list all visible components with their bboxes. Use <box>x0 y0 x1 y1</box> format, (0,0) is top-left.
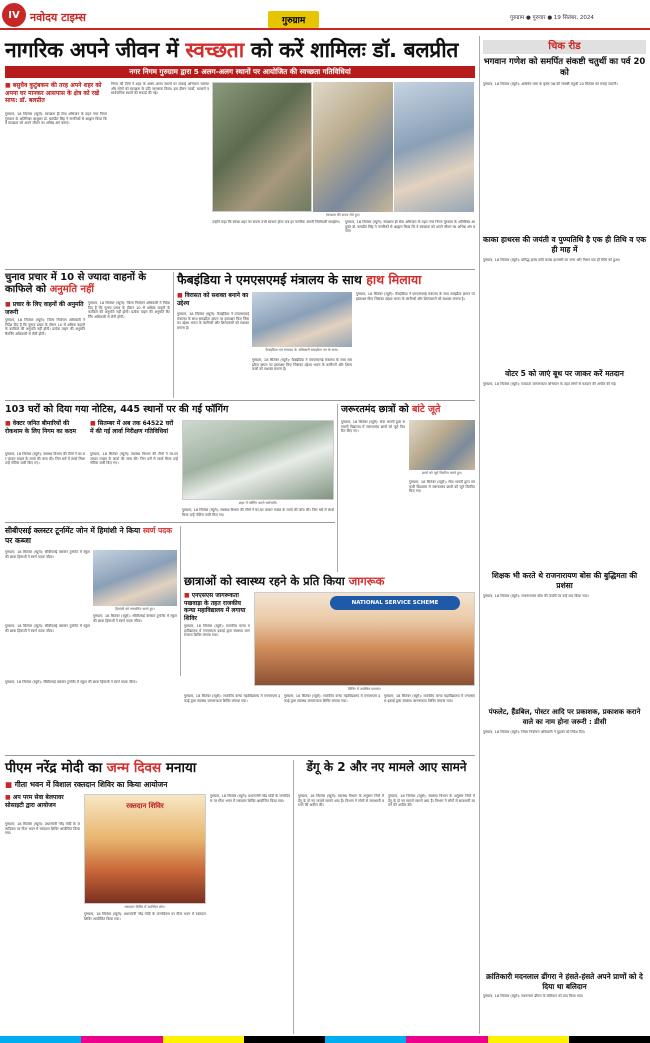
fogging-headline: 103 घरों को दिया गया नोटिस, 445 स्थानों पर की गई फॉगिंग <box>5 404 229 415</box>
divider <box>337 404 338 572</box>
quick-read-headline-5: पंफलेट, हैंडबिल, पोस्टर आदि पर प्रकाशक, प्रकाशक कराने वाले का नाम होना जरूरी : डीसी <box>488 708 641 726</box>
gold-body-4: गुरुग्राम, 18 सितंबर (ब्यूरो): सीबीएसई क्लस्टर टूर्नामेंट में स्कूल की छात्रा हिमांशी ने स्वर्ण पदक जीता। <box>5 680 137 684</box>
modi-body-3: गुरुग्राम, 18 सितंबर (ब्यूरो): प्रधानमंत्री नरेंद्र मोदी के जन्मदिवस पर गीता भवन में रक्तदान शिविर आयोजित किया गया। <box>210 794 290 803</box>
divider <box>5 400 475 401</box>
lead-body-col2: निगम की टीमों ने शहर के अलग-अलग स्थानों पर सफाई अभियान चलाया और लोगों को स्वच्छता के प्रति जागरूक किया। इस दौरान पार्कों, बाजारों व सार्वजनिक स्थलों की सफाई की गई। <box>111 82 209 96</box>
print-color-bar <box>0 1036 650 1043</box>
lead-photo-3 <box>394 82 474 212</box>
shoes-photo <box>409 420 475 470</box>
gold-body-1: गुरुग्राम, 18 सितंबर (ब्यूरो): सीबीएसई क्लस्टर टूर्नामेंट में स्कूल की छात्रा हिमांशी ने स्वर्ण पदक जीता। <box>5 550 90 559</box>
divider <box>293 760 294 1034</box>
fogging-caption: शहर में फॉगिंग करते कर्मचारी। <box>238 501 278 505</box>
quick-read-body-5: गुरुग्राम, 18 सितंबर (ब्यूरो): जिला निर्वाचन अधिकारी ने मुद्रकों को निर्देश दिए। <box>483 730 586 734</box>
mou-caption: फैबइंडिया एवं मंत्रालय के अधिकारी समझौता पत्र के साथ। <box>265 348 339 352</box>
lead-body-col4: गुरुग्राम, 18 सितंबर (ब्यूरो): स्वच्छता ही सेवा अभियान के तहत नगर निगम गुरुग्राम के अतिरिक्त आयुक्त डॉ. बलप्रीत सिंह ने नागरिकों से आह्वान किया कि वे स्वच्छता को अपने जीवन का अभिन्न अंग बनाएं। <box>345 220 475 234</box>
health-body-3: गुरुग्राम, 18 सितंबर (ब्यूरो): राजकीय कन्या महाविद्यालय में एनएसएस इकाई द्वारा स्वास्थ्य जागरूकता शिविर लगाया गया। <box>284 694 380 703</box>
vehicles-headline: चुनाव प्रचार में 10 से ज्यादा वाहनों के काफिले को अनुमति नहीं <box>5 272 147 295</box>
quick-read-headline-4: शिक्षक भी करते थे राजनारायण बोस की बुद्धिमता की प्रशंसा <box>491 571 638 590</box>
section-title: गुरुग्राम <box>268 11 319 28</box>
gold-headline: सीबीएसई क्लस्टर टूर्नामेंट जोन में हिमांशी ने किया स्वर्ण पदक पर कब्जा <box>5 526 172 545</box>
vehicles-subhead: ■ प्रचार के लिए वाहनों की अनुमति जरूरी <box>5 301 85 316</box>
masthead-divider <box>0 28 650 30</box>
quick-read-body-6: गुरुग्राम, 18 सितंबर (ब्यूरो): मदनलाल ढींगरा के बलिदान को याद किया गया। <box>483 994 584 998</box>
dengue-headline: डेंगू के 2 और नए मामले आए सामने <box>306 760 467 774</box>
vehicles-body-2: गुरुग्राम, 18 सितंबर (ब्यूरो): जिला निर्वाचन अधिकारी ने निर्देश दिए हैं कि चुनाव प्रचार के दौरान 10 से अधिक वाहनों के काफिले की अनुमति नहीं होगी। प्रत्येक वाहन की अनुमति रिटर्निंग अधिकारी से लेनी होगी। <box>88 301 170 319</box>
quick-read-headline-6: क्रांतिकारी मदनलाल ढींगरा ने हंसते-हंसते अपने प्राणों को दे दिया था बलिदान <box>486 972 643 991</box>
quick-read-headline-1: भगवान गणेश को समर्पित संकष्टी चतुर्थी का पर्व 20 को <box>483 57 646 78</box>
quick-read-title: चिक रीड <box>483 40 646 54</box>
health-subhead: ■ एनएसएस जागरूकता पखवाड़ा के तहत राजकीय कन्या महाविद्यालय में लगाया शिविर <box>184 592 250 622</box>
lead-body-col3: उन्होंने कहा कि स्वच्छ शहर का सपना तभी साकार होगा जब हर नागरिक अपनी जिम्मेदारी समझेगा। <box>212 220 340 224</box>
gold-body-3: गुरुग्राम, 18 सितंबर (ब्यूरो): सीबीएसई क्लस्टर टूर्नामेंट में स्कूल की छात्रा हिमांशी ने स्वर्ण पदक जीता। <box>5 624 90 633</box>
page-number: IV <box>2 3 26 27</box>
modi-headline: पीएम नरेंद्र मोदी का जन्म दिवस मनाया <box>5 760 197 776</box>
modi-banner: रक्तदान शिविर <box>126 802 164 810</box>
divider <box>5 269 475 270</box>
divider <box>5 522 335 523</box>
modi-body-2: गुरुग्राम, 18 सितंबर (ब्यूरो): प्रधानमंत्री नरेंद्र मोदी के जन्मदिवस पर गीता भवन में रक्तदान शिविर आयोजित किया गया। <box>84 912 206 921</box>
mou-body-2: गुरुग्राम, 18 सितंबर (ब्यूरो): फैबइंडिया ने एमएसएमई मंत्रालय के साथ समझौता ज्ञापन पर हस्ताक्षर किए जिसका उद्देश्य भारत के कारीगरों और शिल्पकारों को सशक्त बनाना है। <box>252 358 352 372</box>
lead-side-heading: ■ बसुधैव कुटुंबकम की तरह अपने शहर को अपना घर मानकर आसपास के क्षेत्र को रखें साफ: डाॅ. बलप्रीत <box>5 82 107 105</box>
shoes-caption: छात्रों को जूते वितरित करते हुए। <box>421 471 463 475</box>
mou-headline: फैबइंडिया ने एमएसएमई मंत्रालय के साथ हाथ मिलाया <box>177 272 422 287</box>
lead-subheadline: नगर निगम गुरुग्राम द्वारा 5 अलग-अलग स्थानों पर आयोजित की स्वच्छता गतिविधियां <box>5 66 475 78</box>
lead-photo-caption: स्वच्छता की शपथ लेते हुए। <box>325 213 361 217</box>
divider <box>180 526 181 676</box>
lead-headline: नागरिक अपने जीवन में स्वच्छता को करें शामिलः डॉ. बलप्रीत <box>5 38 459 62</box>
divider <box>173 272 174 398</box>
vehicles-body-1: गुरुग्राम, 18 सितंबर (ब्यूरो): जिला निर्वाचन अधिकारी ने निर्देश दिए हैं कि चुनाव प्रचार के दौरान 10 से अधिक वाहनों के काफिले की अनुमति नहीं होगी। प्रत्येक वाहन की अनुमति रिटर्निंग अधिकारी से लेनी होगी। <box>5 318 85 336</box>
health-caption: शिविर में उपस्थित छात्राएं। <box>348 687 381 691</box>
quick-read-headline-2: काका हाथरस की जयंती व पुण्यतिथि है एक ही तिथि व एक ही माह में <box>483 235 646 254</box>
health-body-1: गुरुग्राम, 18 सितंबर (ब्यूरो): राजकीय कन्या महाविद्यालय में एनएसएस इकाई द्वारा स्वास्थ्य जागरूकता शिविर लगाया गया। <box>184 624 250 638</box>
modi-side-heading: ■ अप परम सेवा बेलपावर सोसाइटी द्वारा आयोजन <box>5 794 80 809</box>
health-body-2: गुरुग्राम, 18 सितंबर (ब्यूरो): राजकीय कन्या महाविद्यालय में एनएसएस इकाई द्वारा स्वास्थ्य जागरूकता शिविर लगाया गया। <box>184 694 280 703</box>
gold-photo <box>93 550 177 606</box>
mou-subhead: ■ विरासत को सशक्त बनाने का उद्देश्य <box>177 292 249 307</box>
shoes-body-2: गुरुग्राम, 18 सितंबर (ब्यूरो): सेवा भारती द्वारा सरकारी विद्यालय में जरूरतमंद छात्रों को जूते वितरित किए गए। <box>409 480 475 494</box>
modi-subhead: ■ गीता भवन में विशाल रक्तदान शिविर का किया आयोजन <box>5 780 290 789</box>
quick-read-body-3: गुरुग्राम, 18 सितंबर (ब्यूरो): मतदाता जागरूकता अभियान के तहत लोगों से मतदान की अपील की गई। <box>483 382 617 386</box>
mou-body-1: गुरुग्राम, 18 सितंबर (ब्यूरो): फैबइंडिया ने एमएसएमई मंत्रालय के साथ समझौता ज्ञापन पर हस्ताक्षर किए जिसका उद्देश्य भारत के कारीगरों और शिल्पकारों को सशक्त बनाना है। <box>177 312 249 330</box>
fogging-subhead-2: ■ सितम्बर में अब तक 64522 घरों में की गई लार्वा निरीक्षण गतिविधियां <box>90 420 178 435</box>
fogging-body-1: गुरुग्राम, 18 सितंबर (ब्यूरो): स्वास्थ्य विभाग की टीमों ने घर-घर जाकर मच्छर के लार्वा की जांच की। जिन घरों में लार्वा मिला उन्हें नोटिस जारी किए गए। <box>5 452 85 466</box>
lead-photo-1 <box>212 82 312 212</box>
modi-body-1: गुरुग्राम, 18 सितंबर (ब्यूरो): प्रधानमंत्री नरेंद्र मोदी के जन्मदिवस पर गीता भवन में रक्तदान शिविर आयोजित किया गया। <box>5 822 80 836</box>
quick-read-body-2: गुरुग्राम, 18 सितंबर (ब्यूरो): प्रसिद्ध हास्य कवि काका हाथरसी का जन्म और निधन एक ही तिथि को हुआ। <box>483 258 621 262</box>
health-body-4: गुरुग्राम, 18 सितंबर (ब्यूरो): राजकीय कन्या महाविद्यालय में एनएसएस इकाई द्वारा स्वास्थ्य जागरूकता शिविर लगाया गया। <box>384 694 475 703</box>
fogging-photo <box>182 420 334 500</box>
divider <box>5 755 475 756</box>
quick-read-body-1: गुरुग्राम, 18 सितंबर (ब्यूरो): आश्विन मास के कृष्ण पक्ष की संकष्टी चतुर्थी 20 सितंबर को मनाई जाएगी। <box>483 82 618 86</box>
fogging-body-2: गुरुग्राम, 18 सितंबर (ब्यूरो): स्वास्थ्य विभाग की टीमों ने घर-घर जाकर मच्छर के लार्वा की जांच की। जिन घरों में लार्वा मिला उन्हें नोटिस जारी किए गए। <box>90 452 178 466</box>
shoes-headline: जरूरतमंद छात्रों को बांटे जूते <box>341 404 441 415</box>
lead-body-col1: गुरुग्राम, 18 सितंबर (ब्यूरो): स्वच्छता ही सेवा अभियान के तहत नगर निगम गुरुग्राम के अतिरिक्त आयुक्त डॉ. बलप्रीत सिंह ने नागरिकों से आह्वान किया कि वे स्वच्छता को अपने जीवन का अभिन्न अंग बनाएं। <box>5 112 107 126</box>
gold-caption: हिमांशी को सम्मानित करते हुए। <box>115 607 155 611</box>
quick-read-headline-3: वोटर 5 को जाएं बूथ पर जाकर करें मतदान <box>505 369 624 378</box>
dengue-body-1: गुरुग्राम, 18 सितंबर (ब्यूरो): स्वास्थ्य विभाग के अनुसार जिले में डेंगू के दो नए मामले सामने आए हैं। विभाग ने लोगों से सावधानी बरतने की अपील की। <box>298 794 384 808</box>
fogging-subhead-1: ■ वेक्टर जनित बीमारियों की रोकथाम के लिए निगम का कदम <box>5 420 85 435</box>
issue-date: गुरुग्राम ● गुरुवार ● 19 सितंबर, 2024 <box>510 15 594 21</box>
divider <box>479 36 480 1034</box>
lead-photo-2 <box>313 82 393 212</box>
fogging-body-3: गुरुग्राम, 18 सितंबर (ब्यूरो): स्वास्थ्य विभाग की टीमों ने घर-घर जाकर मच्छर के लार्वा की जांच की। जिन घरों में लार्वा मिला उन्हें नोटिस जारी किए गए। <box>182 508 334 517</box>
gold-body-2: गुरुग्राम, 18 सितंबर (ब्यूरो): सीबीएसई क्लस्टर टूर्नामेंट में स्कूल की छात्रा हिमांशी ने स्वर्ण पदक जीता। <box>93 614 177 623</box>
mou-body-3: गुरुग्राम, 18 सितंबर (ब्यूरो): फैबइंडिया ने एमएसएमई मंत्रालय के साथ समझौता ज्ञापन पर हस्ताक्षर किए जिसका उद्देश्य भारत के कारीगरों और शिल्पकारों को सशक्त बनाना है। <box>356 292 475 301</box>
quick-read-body-4: गुरुग्राम, 18 सितंबर (ब्यूरो): राजनारायण बोस की जयंती पर उन्हें याद किया गया। <box>483 594 589 598</box>
mou-photo <box>252 292 352 347</box>
modi-caption: रक्तदान शिविर में उपस्थित लोग। <box>124 905 166 909</box>
dengue-body-2: गुरुग्राम, 18 सितंबर (ब्यूरो): स्वास्थ्य विभाग के अनुसार जिले में डेंगू के दो नए मामले सामने आए हैं। विभाग ने लोगों से सावधानी बरतने की अपील की। <box>388 794 475 808</box>
shoes-body-1: गुरुग्राम, 18 सितंबर (ब्यूरो): सेवा भारती द्वारा सरकारी विद्यालय में जरूरतमंद छात्रों को जूते वितरित किए गए। <box>341 420 405 434</box>
health-banner: NATIONAL SERVICE SCHEME <box>330 596 460 610</box>
health-headline: छात्राओं को स्वास्थ्य रहने के प्रति किया जागरूक <box>184 574 385 588</box>
newspaper-logo: नवोदय टाइम्स <box>30 11 86 24</box>
